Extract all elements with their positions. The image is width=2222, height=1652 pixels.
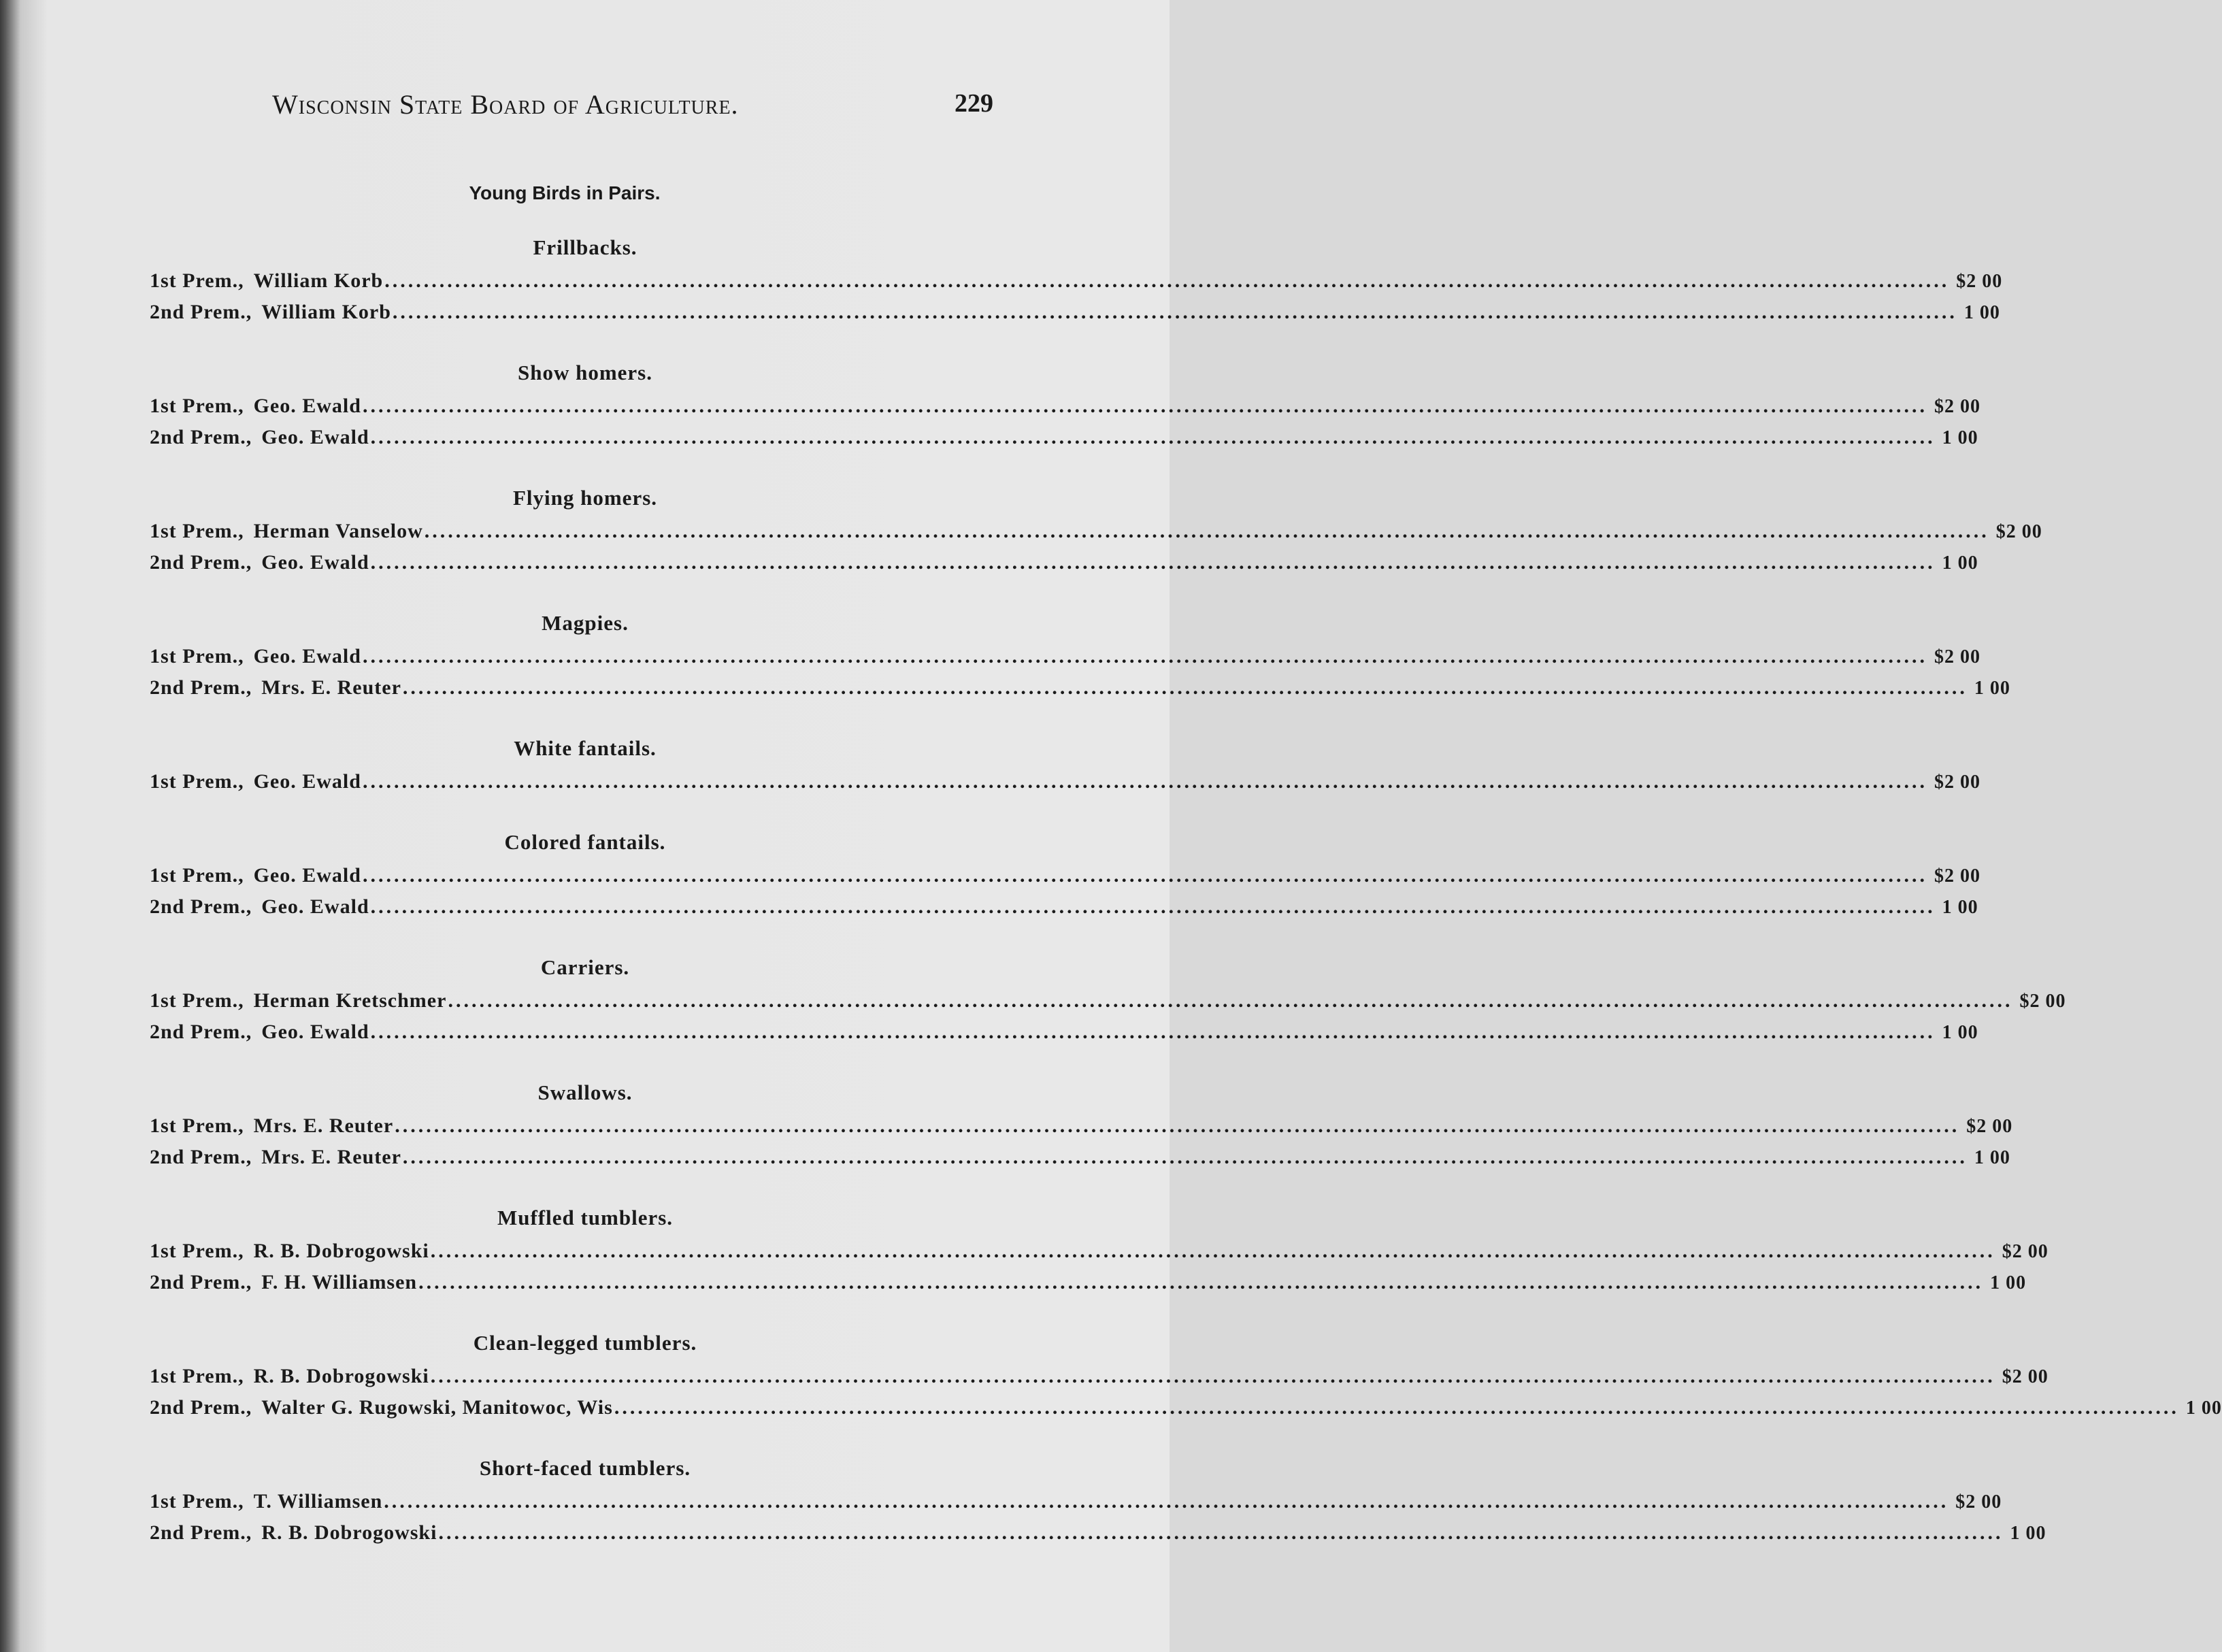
prize-amount: 1 00 (2185, 1398, 2222, 1419)
prize-rank: 2nd Prem., (150, 426, 252, 448)
dot-leader: ........................................................................................................................................................................................................ (370, 426, 1936, 448)
winner-name: R. B. Dobrogowski (253, 1365, 429, 1387)
prize-rank: 1st Prem., (150, 1240, 244, 1262)
premium-entry (150, 676, 2010, 708)
prize-rank: 2nd Prem., (150, 1396, 252, 1419)
prize-amount: $2 00 (1995, 521, 2042, 542)
dot-leader: ........................................................................................................................................................................................................ (430, 1240, 1995, 1262)
premium-group (150, 1206, 2049, 1302)
premium-group (150, 1456, 2046, 1553)
dot-leader: ........................................................................................................................................................................................................ (402, 1146, 1968, 1168)
running-title: Wisconsin State Board of Agriculture. (272, 89, 739, 120)
winner-name: Mrs. E. Reuter (261, 676, 401, 699)
winner-name: T. Williamsen (253, 1490, 383, 1513)
prize-amount: 1 00 (1942, 897, 1978, 918)
prize-amount: $2 00 (1934, 865, 1980, 887)
dot-leader: ........................................................................................................................................................................................................ (418, 1271, 1984, 1293)
group-title: White fantails. (514, 736, 657, 760)
dot-leader: ........................................................................................................................................................................................................ (614, 1396, 2179, 1419)
premium-entry (150, 1365, 2049, 1396)
winner-name: Geo. Ewald (253, 770, 361, 793)
group-title: Frillbacks. (533, 235, 637, 259)
prize-amount: $2 00 (2002, 1366, 2049, 1387)
winner-name: Herman Kretschmer (253, 989, 447, 1012)
prize-amount: $2 00 (1966, 1116, 2013, 1137)
dot-leader: ........................................................................................................................................................................................................ (362, 645, 1927, 667)
prize-rank: 2nd Prem., (150, 1271, 252, 1293)
prize-amount: 1 00 (1942, 552, 1978, 574)
dot-leader: ........................................................................................................................................................................................................ (370, 1021, 1936, 1043)
winner-name: Geo. Ewald (261, 551, 369, 574)
prize-rank: 1st Prem., (150, 770, 244, 793)
premium-group (150, 235, 2003, 332)
prize-rank: 2nd Prem., (150, 1521, 252, 1544)
premium-entry (150, 1021, 1978, 1052)
prize-rank: 1st Prem., (150, 1114, 244, 1137)
prize-amount: $2 00 (1934, 646, 1980, 667)
prize-rank: 1st Prem., (150, 864, 244, 887)
winner-name: Geo. Ewald (253, 645, 361, 667)
prize-amount: 1 00 (1990, 1272, 2027, 1293)
winner-name: Geo. Ewald (253, 395, 361, 417)
winner-name: Herman Vanselow (253, 520, 423, 542)
premium-group (150, 1080, 2013, 1177)
winner-name: R. B. Dobrogowski (253, 1240, 429, 1262)
page-number: 229 (955, 89, 993, 118)
premium-entry (150, 1521, 2046, 1553)
dot-leader: ........................................................................................................................................................................................................ (402, 676, 1968, 699)
group-title: Flying homers. (512, 486, 658, 510)
premium-group (150, 736, 1980, 802)
winner-name: Geo. Ewald (261, 426, 369, 448)
prize-amount: 1 00 (2010, 1523, 2046, 1544)
premium-list (150, 235, 2222, 1581)
group-title: Muffled tumblers. (497, 1206, 674, 1229)
prize-amount: 1 00 (1942, 427, 1978, 448)
premium-entry (150, 301, 2000, 332)
winner-name: Mrs. E. Reuter (261, 1146, 401, 1168)
winner-name: R. B. Dobrogowski (261, 1521, 437, 1544)
premium-group (150, 361, 1980, 457)
dot-leader: ........................................................................................................................................................................................................ (430, 1365, 1995, 1387)
premium-entry (150, 989, 2066, 1021)
dot-leader: ........................................................................................................................................................................................................ (438, 1521, 2004, 1544)
premium-entry (150, 269, 2003, 301)
prize-amount: $2 00 (1956, 271, 2003, 292)
winner-name: William Korb (261, 301, 391, 323)
prize-rank: 1st Prem., (150, 1490, 244, 1513)
dot-leader: ........................................................................................................................................................................................................ (370, 551, 1936, 574)
prize-rank: 1st Prem., (150, 520, 244, 542)
winner-name: Geo. Ewald (253, 864, 361, 887)
prize-rank: 2nd Prem., (150, 301, 252, 323)
premium-group (150, 611, 2010, 708)
dot-leader: ........................................................................................................................................................................................................ (395, 1114, 1960, 1137)
premium-entry (150, 1396, 2222, 1427)
prize-amount: $2 00 (1955, 1491, 2002, 1513)
premium-entry (150, 1271, 2027, 1302)
premium-entry (150, 645, 1980, 676)
prize-amount: 1 00 (1963, 302, 2000, 323)
dot-leader: ........................................................................................................................................................................................................ (384, 269, 1950, 292)
premium-entry (150, 895, 1978, 927)
dot-leader: ........................................................................................................................................................................................................ (370, 895, 1936, 918)
prize-amount: 1 00 (1942, 1022, 1978, 1043)
group-title: Magpies. (542, 611, 629, 635)
winner-name: F. H. Williamsen (261, 1271, 418, 1293)
group-title: Swallows. (537, 1080, 633, 1104)
group-title: Colored fantails. (504, 830, 666, 854)
prize-rank: 1st Prem., (150, 1365, 244, 1387)
prize-rank: 1st Prem., (150, 269, 244, 292)
prize-amount: $2 00 (1934, 396, 1980, 417)
premium-entry (150, 395, 1980, 426)
premium-entry (150, 551, 1978, 582)
prize-amount: 1 00 (1974, 678, 2010, 699)
dot-leader: ........................................................................................................................................................................................................ (392, 301, 1957, 323)
prize-amount: $2 00 (2002, 1241, 2049, 1262)
group-title: Clean-legged tumblers. (473, 1331, 697, 1355)
premium-entry (150, 426, 1978, 457)
group-title: Show homers. (517, 361, 652, 384)
winner-name: Walter G. Rugowski, Manitowoc, Wis (261, 1396, 613, 1419)
prize-amount: $2 00 (2019, 991, 2066, 1012)
prize-rank: 1st Prem., (150, 645, 244, 667)
premium-entry (150, 520, 2042, 551)
dot-leader: ........................................................................................................................................................................................................ (362, 864, 1927, 887)
winner-name: Mrs. E. Reuter (253, 1114, 394, 1137)
premium-entry (150, 864, 1980, 895)
prize-amount: 1 00 (1974, 1147, 2010, 1168)
dot-leader: ........................................................................................................................................................................................................ (424, 520, 1989, 542)
winner-name: William Korb (253, 269, 384, 292)
prize-rank: 1st Prem., (150, 989, 244, 1012)
dot-leader: ........................................................................................................................................................................................................ (362, 770, 1927, 793)
prize-rank: 1st Prem., (150, 395, 244, 417)
prize-rank: 2nd Prem., (150, 676, 252, 699)
premium-group (150, 486, 2042, 582)
premium-group (150, 1331, 2222, 1427)
group-title: Carriers. (540, 955, 630, 979)
prize-rank: 2nd Prem., (150, 1146, 252, 1168)
dot-leader: ........................................................................................................................................................................................................ (384, 1490, 1949, 1513)
dot-leader: ........................................................................................................................................................................................................ (362, 395, 1927, 417)
prize-rank: 2nd Prem., (150, 1021, 252, 1043)
premium-entry (150, 1146, 2010, 1177)
premium-entry (150, 1114, 2013, 1146)
dot-leader: ........................................................................................................................................................................................................ (448, 989, 2013, 1012)
premium-entry (150, 1240, 2049, 1271)
premium-group (150, 955, 2066, 1052)
premium-group (150, 830, 1980, 927)
premium-entry (150, 770, 1980, 802)
premium-entry (150, 1490, 2002, 1521)
prize-amount: $2 00 (1934, 772, 1980, 793)
group-title: Short-faced tumblers. (479, 1456, 691, 1480)
prize-rank: 2nd Prem., (150, 895, 252, 918)
section-heading: Young Birds in Pairs. (469, 182, 661, 203)
winner-name: Geo. Ewald (261, 895, 369, 918)
page-header (272, 88, 993, 129)
prize-rank: 2nd Prem., (150, 551, 252, 574)
winner-name: Geo. Ewald (261, 1021, 369, 1043)
